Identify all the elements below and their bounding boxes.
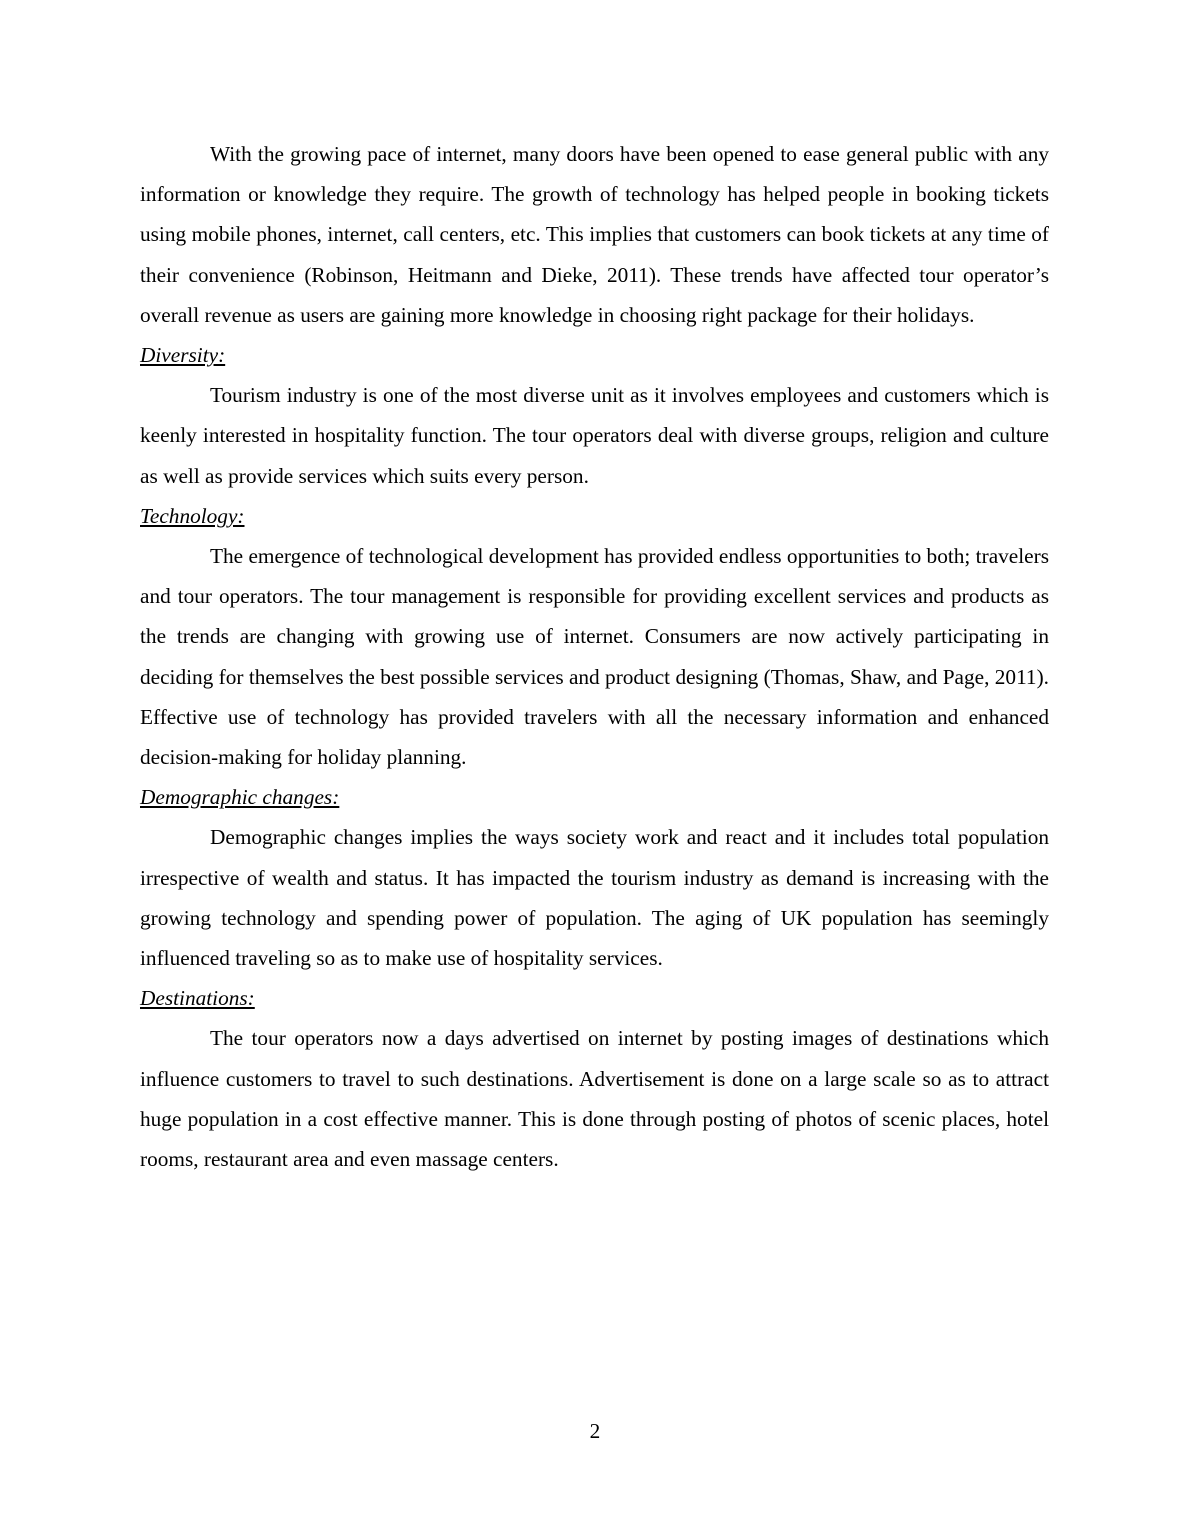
section-body-destinations: The tour operators now a days advertised on internet by posting images of destinations which influence customers to travel to such destinations. Advertisement is done on a large scale so as to attract huge population in a cost effective manner. This is done through posting of photos of scenic places, hotel rooms, restaurant area and even massage centers. — [140, 1026, 1049, 1172]
section-heading-destinations: Destinations: — [140, 986, 255, 1011]
section-body-technology: The emergence of technological development has provided endless opportunities to both; travelers and tour operators. The tour management is responsible for providing excellent services and products as the trends are changing with growing use of internet. Consumers are now actively participating in deciding for themselves the best possible services and product designing (Thomas, Shaw, and Page, 2011). Effective use of technology has provided travelers with all the necessary information and enhanced decision-making for holiday planning. — [140, 544, 1049, 770]
section-body-diversity: Tourism industry is one of the most diverse unit as it involves employees and customers which is keenly interested in hospitality function. The tour operators deal with diverse groups, religion and culture as well as provide services which suits every person. — [140, 383, 1049, 488]
section-heading-technology: Technology: — [140, 503, 245, 528]
document-body — [140, 134, 1049, 1179]
section-body-demographic-changes: Demographic changes implies the ways society work and react and it includes total population irrespective of wealth and status. It has impacted the tourism industry as demand is increasing with the growing technology and spending power of population. The aging of UK population has seemingly influenced traveling so as to make use of hospitality services. — [140, 825, 1049, 971]
section-heading-diversity: Diversity: — [140, 343, 226, 368]
page-number: 2 — [589, 1419, 601, 1443]
section-heading-demographic-changes: Demographic changes: — [140, 785, 340, 810]
intro-paragraph: With the growing pace of internet, many doors have been opened to ease general public with any information or knowledge they require. The growth of technology has helped people in booking tickets using mobile phones, internet, call centers, etc. This implies that customers can book tickets at any time of their convenience (Robinson, Heitmann and Dieke, 2011). These trends have affected tour operator’s overall revenue as users are gaining more knowledge in choosing right package for their holidays. — [140, 142, 1049, 327]
